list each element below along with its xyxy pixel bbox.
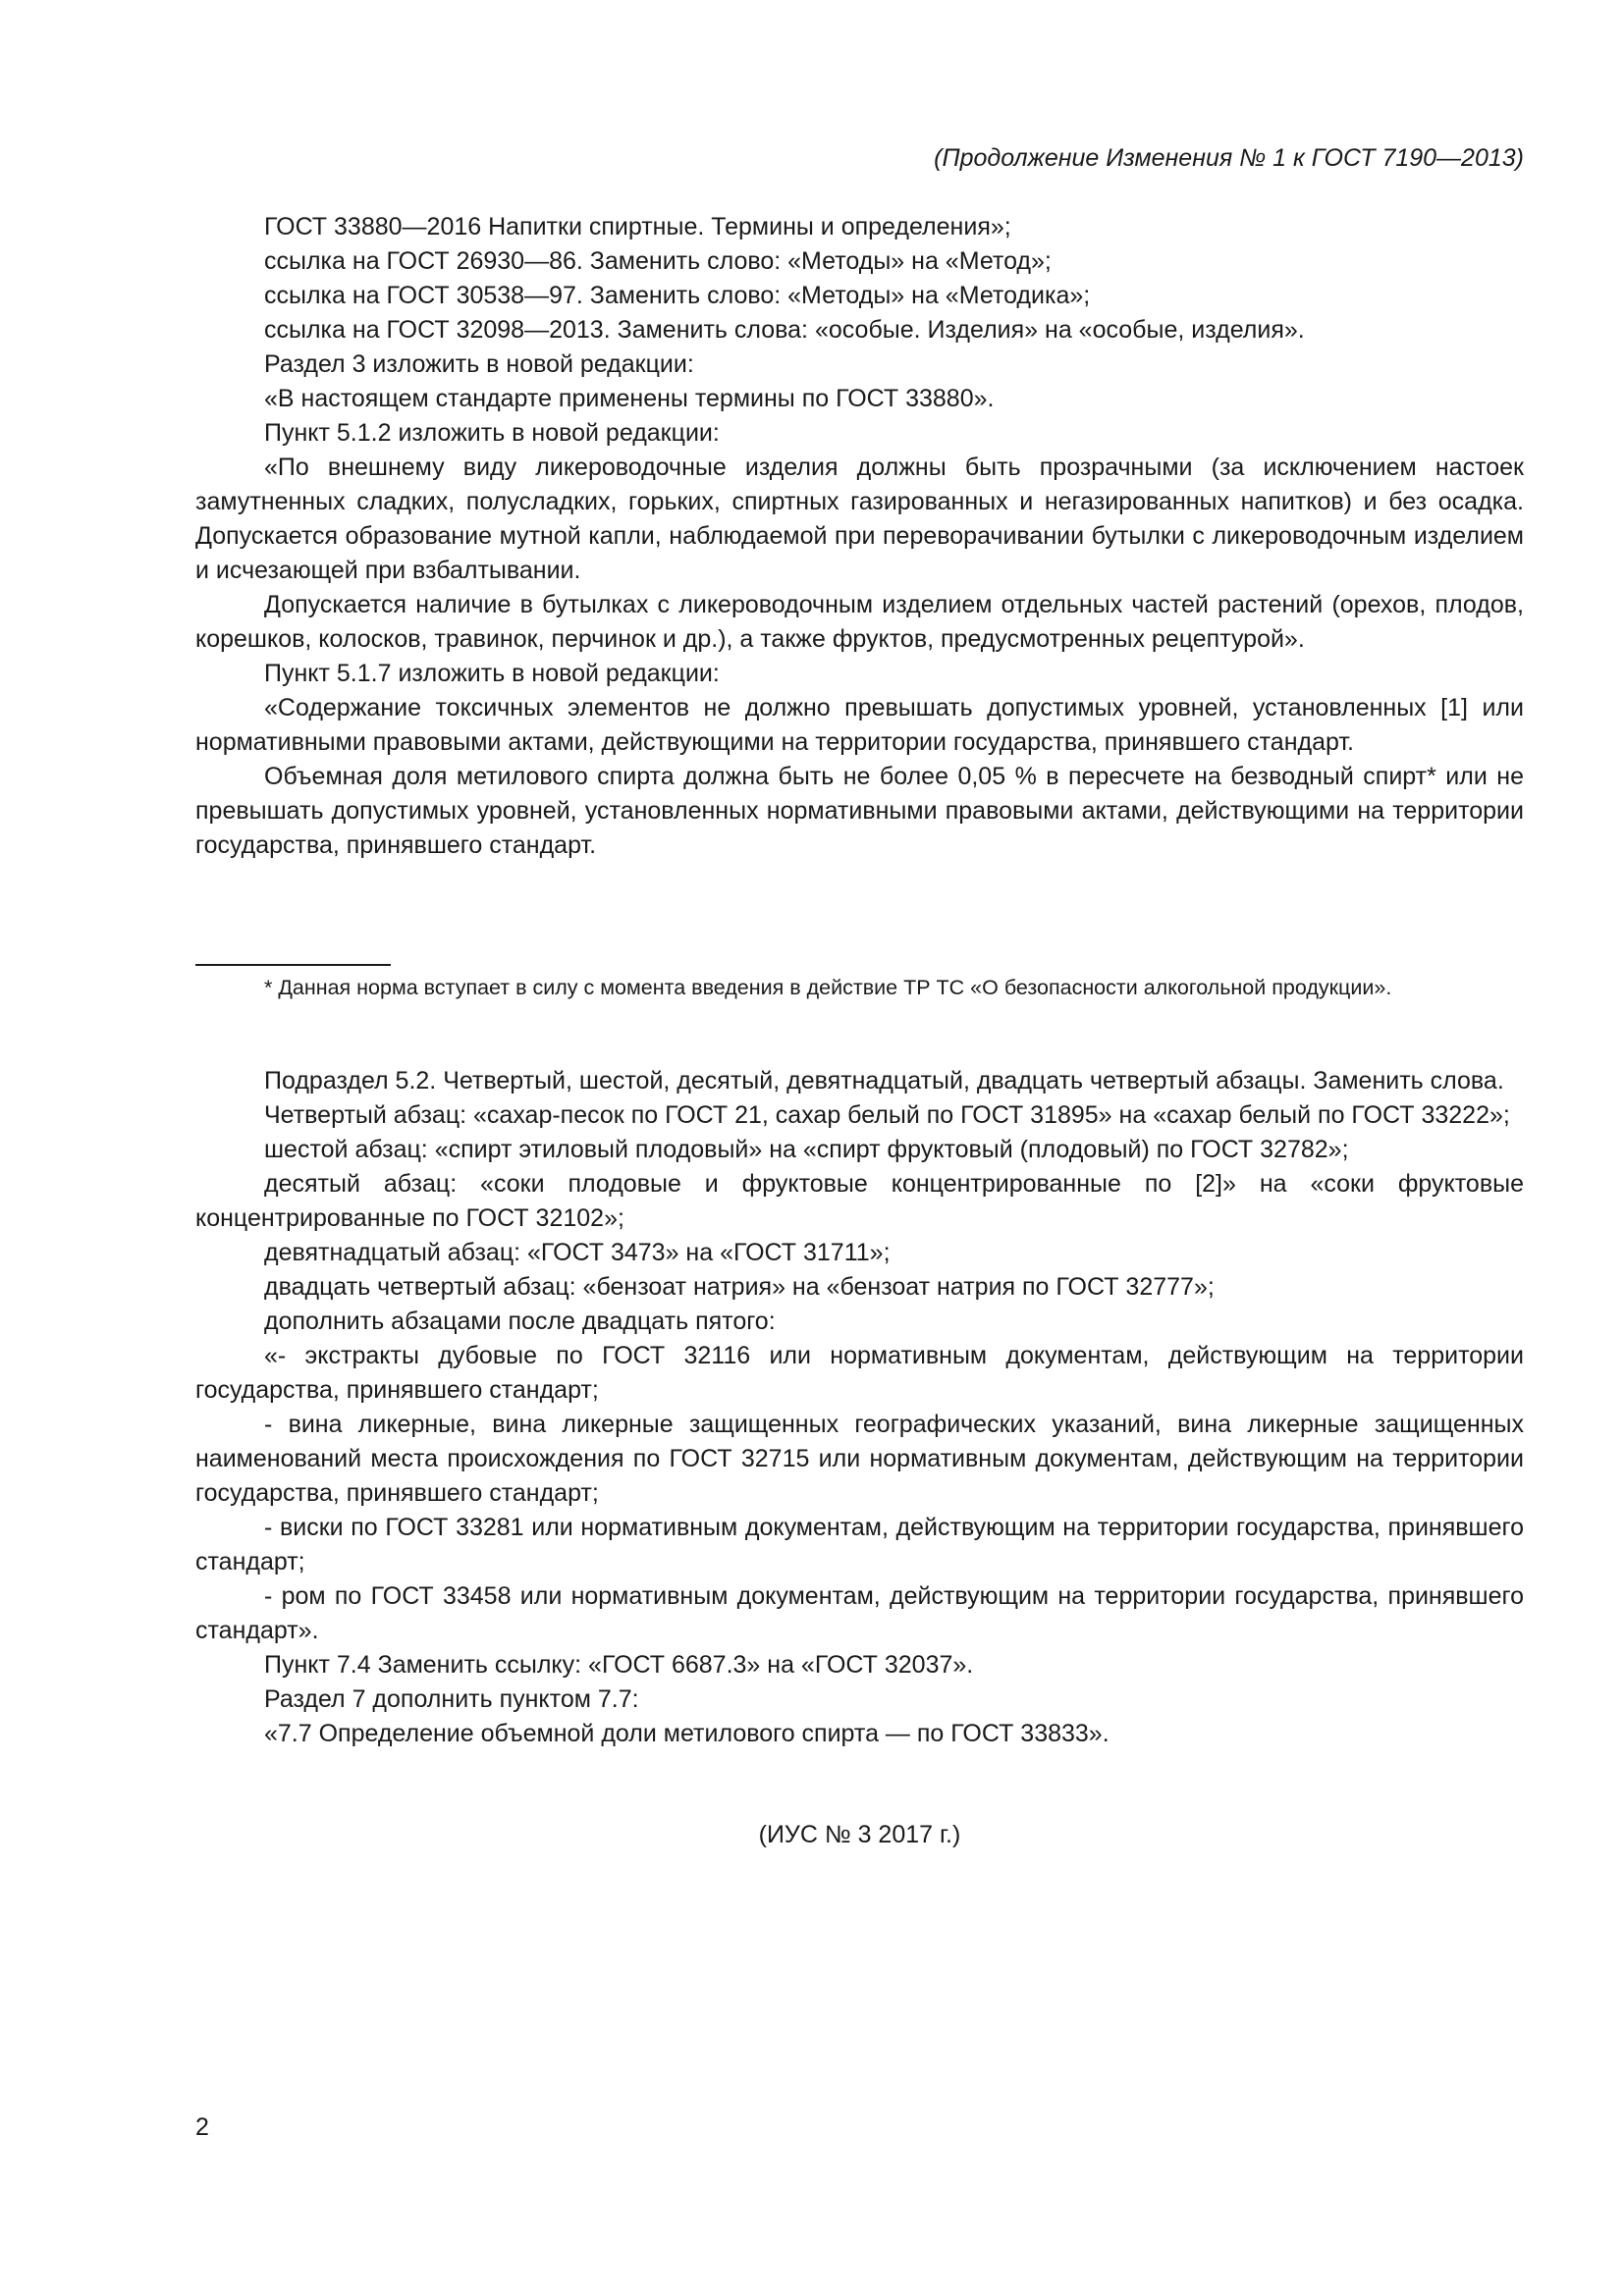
- paragraph: десятый абзац: «соки плодовые и фруктовые концентрированные по [2]» на «соки фруктовые концентрированные по ГОСТ 32102»;: [195, 1170, 1524, 1232]
- paragraph: дополнить абзацами после двадцать пятого:: [264, 1308, 776, 1335]
- page-number: 2: [195, 2113, 209, 2141]
- main-text: [195, 210, 1524, 863]
- paragraph: «В настоящем стандарте применены термины по ГОСТ 33880».: [264, 385, 995, 412]
- paragraph: двадцать четвертый абзац: «бензоат натрия» на «бензоат натрия по ГОСТ 32777»;: [264, 1273, 1215, 1301]
- paragraph: «По внешнему виду ликероводочные изделия должны быть прозрачными (за исключением настоек замутненных сладких, полусладких, горьких, спиртных газированных и негазированных напитков) и без осадка. Допускается образование мутной капли, наблюдаемой при переворачивании бутылки с ликероводочным изделием и исчезающей при взбалтывании.: [195, 454, 1524, 584]
- paragraph: Раздел 7 дополнить пунктом 7.7:: [264, 1685, 639, 1713]
- paragraph: Пункт 5.1.2 изложить в новой редакции:: [264, 419, 720, 447]
- paragraph: ГОСТ 33880—2016 Напитки спиртные. Термины и определения»;: [264, 213, 1011, 240]
- paragraph: Раздел 3 изложить в новой редакции:: [264, 350, 694, 378]
- paragraph: девятнадцатый абзац: «ГОСТ 3473» на «ГОСТ 31711»;: [264, 1239, 891, 1266]
- paragraph: «- экстракты дубовые по ГОСТ 32116 или нормативным документам, действующим на территории государства, принявшего стандарт;: [195, 1342, 1524, 1404]
- continuation-header: (Продолжение Изменения № 1 к ГОСТ 7190—2013): [934, 144, 1524, 172]
- paragraph: Четвертый абзац: «сахар-песок по ГОСТ 21, сахар белый по ГОСТ 31895» на «сахар белый по ГОСТ 33222»;: [264, 1101, 1510, 1129]
- paragraph: Пункт 5.1.7 изложить в новой редакции:: [264, 660, 720, 687]
- paragraph: Подраздел 5.2. Четвертый, шестой, десятый, девятнадцатый, двадцать четвертый абзацы. Заменить слова.: [264, 1067, 1504, 1095]
- footnote: * Данная норма вступает в силу с момента введения в действие ТР ТС «О безопасности алкогольной продукции».: [264, 976, 1392, 999]
- paragraph: Пункт 7.4 Заменить ссылку: «ГОСТ 6687.3» на «ГОСТ 32037».: [264, 1651, 974, 1679]
- paragraph: - ром по ГОСТ 33458 или нормативным документам, действующим на территории государства, принявшего стандарт».: [195, 1582, 1524, 1644]
- paragraph: - вина ликерные, вина ликерные защищенных географических указаний, вина ликерные защищенных наименований места происхождения по ГОСТ 32715 или нормативным документам, действующим на территории государства, принявшего стандарт;: [195, 1411, 1524, 1507]
- main-text-continued: [195, 1064, 1524, 1751]
- paragraph: ссылка на ГОСТ 32098—2013. Заменить слова: «особые. Изделия» на «особые, изделия».: [264, 316, 1305, 344]
- paragraph: - виски по ГОСТ 33281 или нормативным документам, действующим на территории государства, принявшего стандарт;: [195, 1514, 1524, 1575]
- paragraph: «Содержание токсичных элементов не должно превышать допустимых уровней, установленных [1] или нормативными правовыми актами, действующими на территории государства, принявшего стандарт.: [195, 694, 1524, 756]
- paragraph: Допускается наличие в бутылках с ликероводочным изделием отдельных частей растений (орехов, плодов, корешков, колосков, травинок, перчинок и др.), а также фруктов, предусмотренных рецептурой».: [195, 591, 1524, 653]
- ius-reference: (ИУС № 3 2017 г.): [758, 1821, 961, 1848]
- paragraph: шестой абзац: «спирт этиловый плодовый» на «спирт фруктовый (плодовый) по ГОСТ 32782»;: [264, 1136, 1349, 1163]
- paragraph: ссылка на ГОСТ 30538—97. Заменить слово: «Методы» на «Методика»;: [264, 282, 1091, 309]
- paragraph: «7.7 Определение объемной доли метилового спирта — по ГОСТ 33833».: [264, 1720, 1110, 1747]
- paragraph: Объемная доля метилового спирта должна быть не более 0,05 % в пересчете на безводный спирт* или не превышать допустимых уровней, установленных нормативными правовыми актами, действующими на территории государства, принявшего стандарт.: [195, 763, 1524, 859]
- footnote-rule: [195, 964, 391, 966]
- paragraph: ссылка на ГОСТ 26930—86. Заменить слово: «Методы» на «Метод»;: [264, 247, 1052, 275]
